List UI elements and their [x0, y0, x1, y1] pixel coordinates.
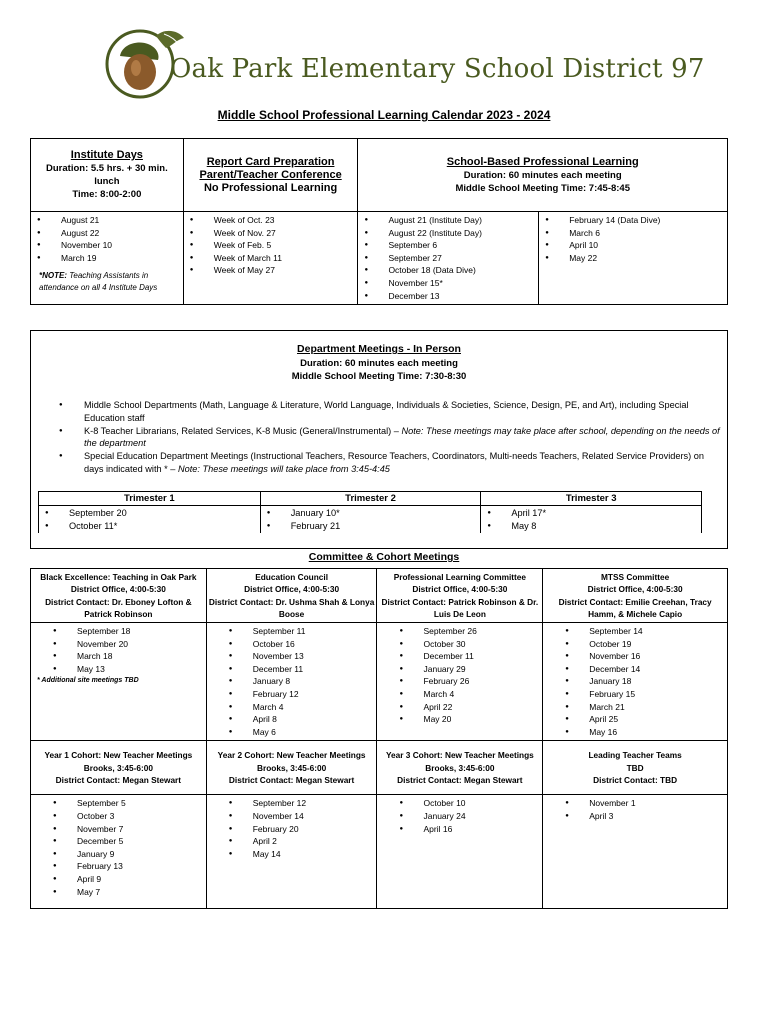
- list-item: ● March 4: [399, 688, 538, 701]
- school-based-time: Middle School Meeting Time: 7:45-8:45: [455, 182, 630, 194]
- committee-name: Black Excellence: Teaching in Oak Park: [40, 571, 197, 582]
- list-item: ● September 27: [364, 252, 534, 265]
- list-item: ● January 18: [565, 675, 723, 688]
- list-item: ● August 22 (Institute Day): [364, 227, 534, 240]
- list-item: ● May 14: [229, 848, 373, 861]
- cohort-contact: District Contact: Megan Stewart: [397, 775, 523, 786]
- page-title: Middle School Professional Learning Calendar 2023 - 2024: [217, 108, 551, 122]
- department-bullets: [59, 399, 723, 476]
- list-item: ● March 18: [53, 650, 202, 663]
- list-item: ● February 26: [399, 675, 538, 688]
- list-item: ● January 29: [399, 663, 538, 676]
- list-item: ● April 8: [229, 713, 373, 726]
- trimester-cell: [39, 506, 261, 534]
- list-item: ● February 12: [229, 688, 373, 701]
- cohort-dates: [207, 795, 377, 862]
- trimester-list: [481, 506, 701, 533]
- cohort-dates: [377, 795, 542, 837]
- cohort-dates-cell: [377, 795, 543, 909]
- list-item: ● October 3: [53, 810, 202, 823]
- cohort-dates: [543, 795, 727, 824]
- list-item: ● August 22: [37, 227, 179, 240]
- trimester-list: [261, 506, 481, 533]
- cohort-name: Year 1 Cohort: New Teacher Meetings: [44, 750, 193, 761]
- additional-meetings-note: * Additional site meetings TBD: [37, 677, 139, 685]
- bullet-text: K-8 Teacher Librarians, Related Services, K-8 Music (General/Instrumental) –: [84, 425, 402, 436]
- list-item: ● Week of Oct. 23: [190, 214, 354, 227]
- committee-name: MTSS Committee: [601, 571, 670, 582]
- school-based-list-left: [358, 212, 538, 304]
- committee-header: [377, 569, 543, 623]
- cohort-location: Brooks, 3:45-6:00: [83, 762, 153, 773]
- list-item: ● September 6: [364, 239, 534, 252]
- committee-name: Education Council: [255, 571, 329, 582]
- cohort-location: Brooks, 3:45-6:00: [257, 762, 327, 773]
- list-item: ● November 13: [229, 650, 373, 663]
- list-item: ● February 13: [53, 860, 202, 873]
- list-item: ● October 30: [399, 638, 538, 651]
- list-item: ● October 10: [399, 797, 538, 810]
- list-item: ● Week of Feb. 5: [190, 239, 354, 252]
- committee-heading: Committee & Cohort Meetings: [308, 551, 460, 563]
- institute-days-list-cell: [31, 212, 184, 305]
- committee-location: District Office, 4:00-5:30: [412, 584, 508, 595]
- list-item: ● September 26: [399, 625, 538, 638]
- list-item: ● April 16: [399, 823, 538, 836]
- cohort-dates-cell: [31, 795, 207, 909]
- list-item: ● April 3: [565, 810, 723, 823]
- list-item: ● Week of May 27: [190, 264, 354, 277]
- school-based-heading: School-Based Professional Learning: [446, 155, 639, 168]
- list-item: ● Week of March 11: [190, 252, 354, 265]
- professional-learning-table: [30, 138, 728, 305]
- cohort-dates-cell: [543, 795, 728, 909]
- committee-header: [31, 569, 207, 623]
- list-item: ● November 15*: [364, 277, 534, 290]
- committee-header: [543, 569, 728, 623]
- committee-table: [30, 568, 728, 909]
- institute-days-list: [31, 212, 183, 266]
- note-label: *NOTE:: [39, 271, 67, 281]
- trimester-header: Trimester 1: [39, 492, 261, 506]
- list-item: ● May 16: [565, 726, 723, 739]
- list-item: ● February 21: [267, 520, 477, 533]
- list-item: ● March 4: [229, 701, 373, 714]
- trimester-list: [39, 506, 260, 533]
- list-item: ● December 11: [399, 650, 538, 663]
- cohort-location: Brooks, 3:45-6:00: [425, 762, 495, 773]
- committee-location: District Office, 4:00-5:30: [587, 584, 683, 595]
- list-item: ● January 8: [229, 675, 373, 688]
- school-based-list-left-cell: [358, 212, 539, 305]
- list-item: ● November 10: [37, 239, 179, 252]
- list-item: ● November 7: [53, 823, 202, 836]
- cohort-dates-cell: [206, 795, 377, 909]
- cohort-dates: [31, 795, 206, 900]
- department-heading: Department Meetings - In Person: [297, 343, 461, 355]
- trimester-cell: [260, 506, 481, 534]
- list-item: ● March 21: [565, 701, 723, 714]
- cohort-header: [31, 741, 207, 795]
- committee-dates-cell: [206, 623, 377, 741]
- list-item: ● May 6: [229, 726, 373, 739]
- department-duration: Duration: 60 minutes each meeting: [300, 358, 458, 369]
- list-item: ● October 11*: [45, 520, 256, 533]
- cohort-name: Year 3 Cohort: New Teacher Meetings: [385, 750, 534, 761]
- committee-dates: [543, 623, 727, 740]
- committee-location: District Office, 4:00-5:30: [70, 584, 166, 595]
- trimester-header: Trimester 3: [481, 492, 702, 506]
- list-item: ● November 16: [565, 650, 723, 663]
- committee-dates: [31, 623, 206, 677]
- list-item: ● May 20: [399, 713, 538, 726]
- committee-contact: District Contact: Dr. Ushma Shah & Lonya Boose: [208, 596, 375, 619]
- committee-dates: [377, 623, 542, 728]
- cohort-name: Year 2 Cohort: New Teacher Meetings: [217, 750, 366, 761]
- institute-note: [31, 266, 183, 296]
- list-item: ● October 16: [229, 638, 373, 651]
- committee-dates-cell: [377, 623, 543, 741]
- list-item: ● September 11: [229, 625, 373, 638]
- committee-contact: District Contact: Patrick Robinson & Dr. Luis De Leon: [381, 596, 539, 619]
- bullet-note: Note: These meetings may take place after school, depending on the needs of the department: [84, 425, 720, 449]
- list-item: ● April 25: [565, 713, 723, 726]
- cohort-contact: District Contact: Megan Stewart: [55, 775, 182, 786]
- list-item: ● February 20: [229, 823, 373, 836]
- committee-header: [206, 569, 377, 623]
- school-based-list-right: [539, 212, 727, 266]
- department-bullet-3: [59, 450, 723, 476]
- institute-days-header: [31, 139, 184, 212]
- district-name: Oak Park Elementary School District 97: [170, 54, 705, 84]
- list-item: ● September 5: [53, 797, 202, 810]
- school-based-header: [358, 139, 728, 212]
- committee-dates: [207, 623, 377, 740]
- cohort-contact: District Contact: Megan Stewart: [228, 775, 355, 786]
- committee-dates-cell: [31, 623, 207, 741]
- list-item: ● April 10: [545, 239, 723, 252]
- list-item: ● May 8: [487, 520, 697, 533]
- list-item: ● November 14: [229, 810, 373, 823]
- trimester-table: [38, 491, 702, 533]
- list-item: ● Week of Nov. 27: [190, 227, 354, 240]
- report-card-list-cell: [183, 212, 358, 305]
- report-card-header: [183, 139, 358, 212]
- list-item: ● March 6: [545, 227, 723, 240]
- cohort-header: [377, 741, 543, 795]
- list-item: ● April 9: [53, 873, 202, 886]
- list-item: ● October 18 (Data Dive): [364, 264, 534, 277]
- report-card-list: [184, 212, 358, 279]
- cohort-header: [543, 741, 728, 795]
- list-item: ● May 22: [545, 252, 723, 265]
- list-item: ● September 14: [565, 625, 723, 638]
- list-item: ● December 5: [53, 835, 202, 848]
- list-item: ● August 21 (Institute Day): [364, 214, 534, 227]
- list-item: ● November 20: [53, 638, 202, 651]
- list-item: ● January 10*: [267, 507, 477, 520]
- committee-location: District Office, 4:00-5:30: [244, 584, 340, 595]
- report-card-line3: No Professional Learning: [203, 181, 338, 194]
- list-item: ● August 21: [37, 214, 179, 227]
- note-text: Teaching Assistants in attendance on all 4 Institute Days: [39, 271, 158, 293]
- list-item: ● April 17*: [487, 507, 697, 520]
- cohort-location: TBD: [626, 762, 644, 773]
- cohort-name: Leading Teacher Teams: [588, 750, 682, 761]
- department-bullet-2: [59, 425, 723, 451]
- cohort-header: [206, 741, 377, 795]
- report-card-line1: Report Card Preparation: [206, 155, 335, 168]
- cohort-contact: District Contact: TBD: [593, 775, 678, 786]
- institute-days-heading: Institute Days: [70, 149, 143, 161]
- list-item: ● October 19: [565, 638, 723, 651]
- trimester-cell: [481, 506, 702, 534]
- school-based-duration: Duration: 60 minutes each meeting: [463, 169, 622, 181]
- list-item: ● February 14 (Data Dive): [545, 214, 723, 227]
- committee-dates-cell: [543, 623, 728, 741]
- department-bullet-1: ● Middle School Departments (Math, Language & Literature, World Language, Individuals & Societies, Science, Design, PE, and Art), including Special Education staff: [59, 399, 723, 425]
- report-card-line2: Parent/Teacher Conference: [199, 168, 342, 181]
- list-item: ● September 20: [45, 507, 256, 520]
- list-item: ● December 14: [565, 663, 723, 676]
- list-item: ● January 24: [399, 810, 538, 823]
- bullet-text: Special Education Department Meetings (Instructional Teachers, Resource Teachers, Coordinators, Multi-needs Teachers, Related Service Providers) on days indicated with * –: [84, 451, 704, 474]
- list-item: ● December 11: [229, 663, 373, 676]
- list-item: ● April 2: [229, 835, 373, 848]
- committee-contact: District Contact: Emilie Creehan, Tracy Hamm, & Michele Capio: [558, 596, 712, 619]
- bullet-note: Note: These meetings will take place from 3:45-4:45: [177, 463, 390, 474]
- school-based-list-right-cell: [539, 212, 728, 305]
- committee-contact: District Contact: Dr. Eboney Lofton & Patrick Robinson: [45, 596, 192, 619]
- list-item: ● April 22: [399, 701, 538, 714]
- trimester-header: Trimester 2: [260, 492, 481, 506]
- list-item: ● March 19: [37, 252, 179, 265]
- list-item: ● September 12: [229, 797, 373, 810]
- page-header: [104, 26, 705, 100]
- institute-time: Time: 8:00-2:00: [72, 189, 142, 200]
- list-item: ● May 7: [53, 886, 202, 899]
- list-item: ● January 9: [53, 848, 202, 861]
- list-item: ● December 13: [364, 290, 534, 303]
- department-time: Middle School Meeting Time: 7:30-8:30: [291, 371, 467, 382]
- committee-name: Professional Learning Committee: [393, 571, 527, 582]
- list-item: ● September 18: [53, 625, 202, 638]
- list-item: ● February 15: [565, 688, 723, 701]
- list-item: ● November 1: [565, 797, 723, 810]
- list-item: ● May 13: [53, 663, 202, 676]
- institute-duration: Duration: 5.5 hrs. + 30 min. lunch: [46, 163, 168, 187]
